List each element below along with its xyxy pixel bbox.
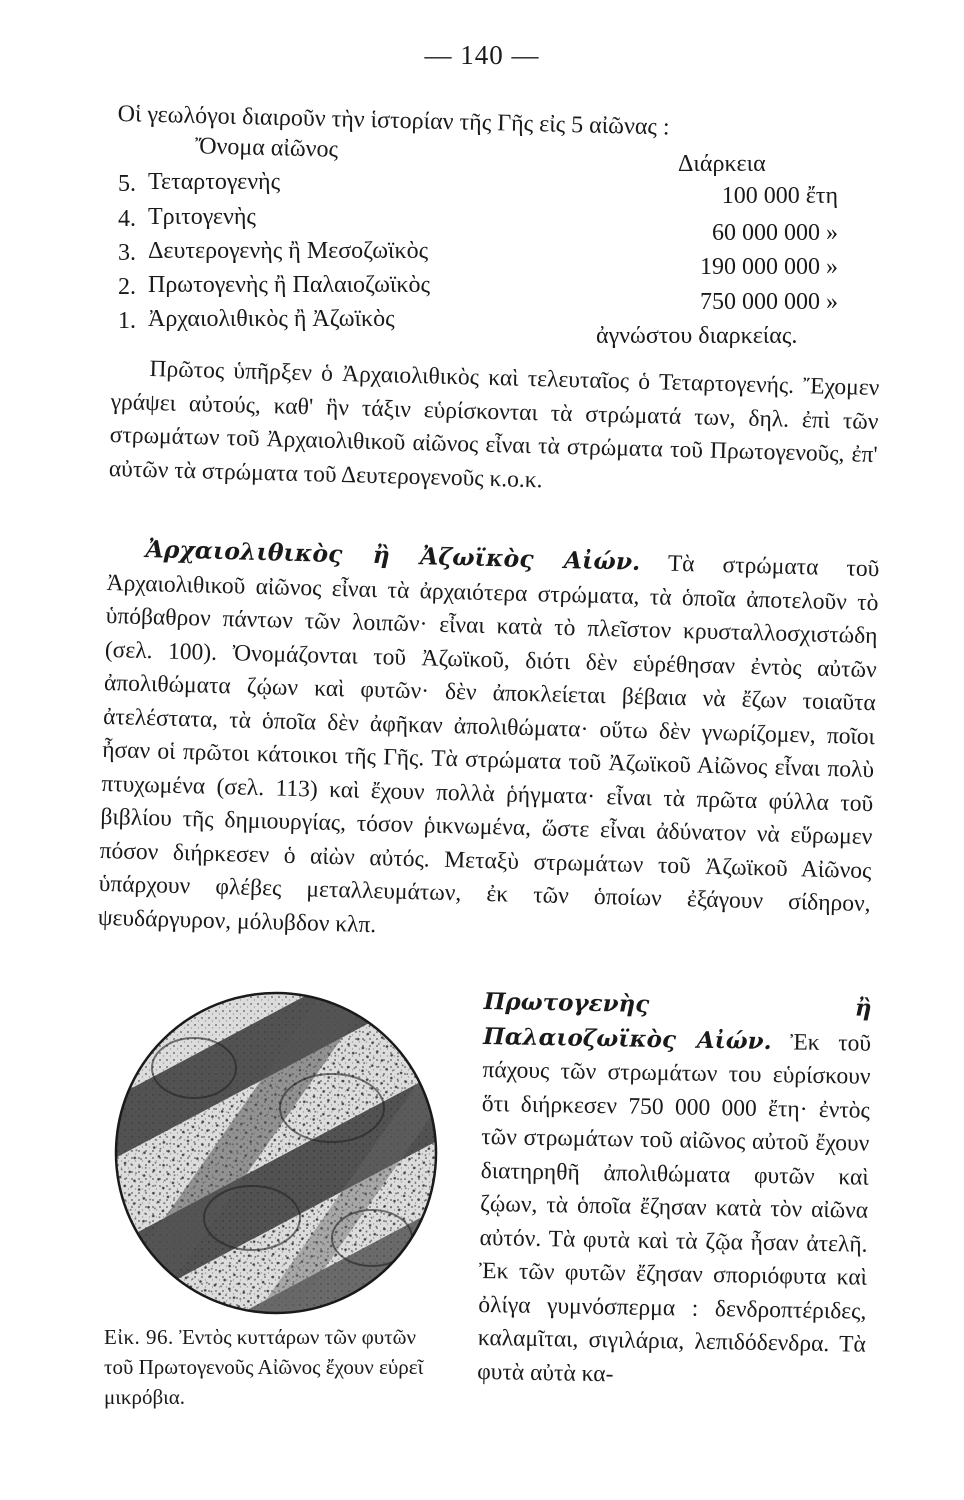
era-row-duration: 100 000 ἔτη	[721, 183, 838, 209]
paragraph-archaean-age	[97, 532, 879, 955]
figure-microfossil-cells	[102, 988, 450, 1318]
era-row-name: Πρωτογενὴς ἢ Παλαιοζωϊκὸς	[148, 272, 430, 298]
era-row-number: 5.	[118, 171, 136, 197]
paragraph-text: Τὰ στρώματα τοῦ Ἀρχαιολιθικοῦ αἰῶνος εἶναι τὰ ἀρχαιότερα στρώματα, τὰ ὁποῖα ἀποτελοῦν τὸ ὑπόβαθρον πάντων τῶν λοιπῶν· εἶναι κατὰ τὸ πλεῖστον κρυσταλλοσχιστώδη (σελ. 100). Ὀνομάζονται τοῦ Ἀζωϊκοῦ, διότι δὲν εὑρέθησαν ἐντὸς αὐτῶν ἀπολιθώματα ζῴων καὶ φυτῶν· δὲν ἀποκλείεται βέβαια νὰ ἔζων τοιαῦτα ἀτελέστατα, τὰ ὁποῖα δὲν ἀφῆκαν ἀπολιθώματα· οὕτω δὲν γνωρίζομεν, ποῖοι ἦσαν οἱ πρῶτοι κάτοικοι τῆς Γῆς. Τὰ στρώματα τοῦ Ἀζωϊκοῦ Αἰῶνος εἶναι πολὺ πτυχωμένα (σελ. 113) καὶ ἔχουν πολλὰ ῥήγματα· εἶναι τὰ πρῶτα φύλλα τοῦ βιβλίου τῆς δημιουργίας, τόσον ῥικνωμένα, ὥστε εἶναι ἀδύνατον νὰ εὕρωμεν πόσον διήρκεσεν ὁ αἰὼν αὐτός. Μεταξὺ στρωμάτων τοῦ Ἀζωϊκοῦ Αἰῶνος ὑπάρχουν φλέβες μεταλλευμάτων, ἐκ τῶν ὁποίων ἐξάγουν σίδηρον, ψευδάργυρον, μόλυβδον κλπ.	[97, 550, 880, 938]
microscope-illustration	[102, 988, 450, 1318]
figure-caption-text: Ἐντὸς κυττάρων τῶν φυτῶν τοῦ Πρωτογενοῦς Αἰῶνος ἔχουν εὑρεῖ μικρόβια.	[104, 1325, 424, 1409]
era-row-duration: 190 000 000 »	[700, 254, 838, 280]
table-header-name: Ὄνομα αἰῶνος	[194, 133, 339, 163]
paragraph-order-of-strata	[108, 352, 879, 506]
paragraph-palaeozoic-age	[477, 985, 872, 1396]
era-row-name: Τεταρτογενὴς	[148, 169, 281, 195]
intro-line: Οἱ γεωλόγοι διαιροῦν τὴν ἱστορίαν τῆς Γῆς εἰς 5 αἰῶνας :	[117, 100, 670, 141]
era-row-name: Τριτογενὴς	[148, 204, 256, 230]
section-heading: Πρωτογενὴς ἢ Παλαιοζωϊκὸς Αἰών.	[482, 987, 872, 1055]
era-row-number: 2.	[118, 274, 136, 300]
page-number: — 140 —	[424, 40, 540, 70]
era-row-duration: ἀγνώστου διαρκείας.	[596, 323, 798, 349]
era-row-number: 1.	[118, 308, 136, 334]
era-row-duration: 750 000 000 »	[700, 289, 838, 315]
table-header-duration: Διάρκεια	[678, 151, 766, 177]
era-row-name: Δευτερογενὴς ἢ Μεσοζωϊκὸς	[148, 238, 429, 264]
era-row-number: 3.	[118, 240, 136, 266]
figure-caption	[104, 1322, 444, 1412]
paragraph-text: Ἐκ τοῦ πάχους τῶν στρωμάτων του εὑρίσκουν ὅτι διήρκεσεν 750 000 000 ἔτη· ἐντὸς τῶν στρωμάτων τοῦ αἰῶνος αὐτοῦ ἔχουν διατηρηθῆ ἀπολιθώματα φυτῶν καὶ ζῴων, τὰ ὁποῖα ἔζησαν κατὰ τὸν αἰῶνα αὐτόν. Τὰ φυτὰ καὶ τὰ ζῷα ἦσαν ἀτελῆ. Ἐκ τῶν φυτῶν ἔζησαν σποριόφυτα καὶ ὀλίγα γυμνόσπερμα : δενδροπτέριδες, καλαμῖται, σιγιλάρια, λεπιδόδενδρα. Τὰ φυτὰ αὐτὰ κα-	[477, 1028, 872, 1387]
era-row-number: 4.	[118, 206, 136, 232]
figure-label: Εἰκ. 96.	[104, 1325, 174, 1349]
era-row-duration: 60 000 000 »	[712, 220, 838, 246]
paragraph-text: Πρῶτος ὑπῆρξεν ὁ Ἀρχαιολιθικὸς καὶ τελευταῖος ὁ Τεταρτογενής. Ἔχομεν γράψει αὐτούς, καθ' ἣν τάξιν εὑρίσκονται τὰ στρώματά των, δηλ. ἐπὶ τῶν στρωμάτων τοῦ Ἀρχαιολιθικοῦ αἰῶνος εἶναι τὰ στρώματα τοῦ Πρωτογενοῦς, ἐπ' αὐτῶν τὰ στρώματα τοῦ Δευτερογενοῦς κ.ο.κ.	[108, 355, 880, 493]
era-row-name: Ἀρχαιολιθικὸς ἢ Ἀζωϊκὸς	[148, 306, 395, 332]
section-heading: Ἀρχαιολιθικὸς ἢ Ἀζωϊκὸς Αἰών.	[145, 534, 641, 576]
